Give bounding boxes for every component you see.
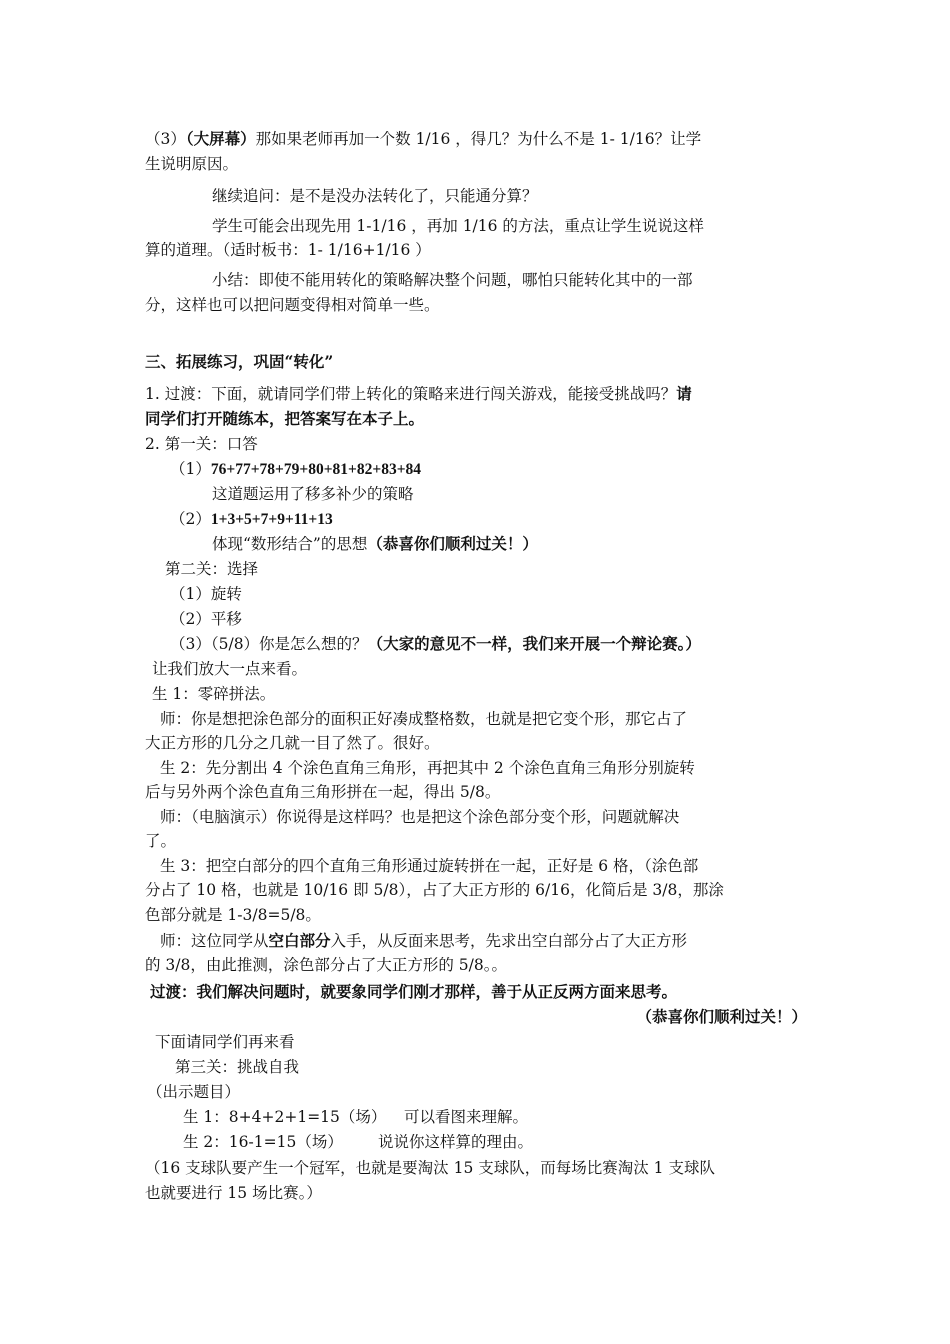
paragraph-line: 分，这样也可以把问题变得相对简单一些。 [145,296,440,314]
paragraph-line: 生 3：把空白部分的四个直角三角形通过旋转拼在一起，正好是 6 格，（涂色部 [160,857,699,875]
question-number: （1） [170,460,211,478]
paragraph-line: 小结：即使不能用转化的策略解决整个问题，哪怕只能转化其中的一部 [212,271,693,289]
question-number: （2） [170,510,211,528]
answer-note: 说说你这样算的理由。 [378,1133,534,1151]
text: 那如果老师再加一个数 1/16 ，得几？为什么不是 1- 1/16？让学 [255,130,702,148]
paragraph-line: 这道题运用了移多补少的策略 [212,485,414,503]
text: 1. 过渡：下面，就请同学们带上转化的策略来进行闯关游戏，能接受挑战吗？ [145,385,677,403]
paragraph-line: 算的道理。（适时板书：1- 1/16+1/16 ） [145,241,431,259]
choice-line [170,632,701,656]
paragraph-line: 色部分就是 1-3/8=5/8。 [145,906,321,924]
answer-note: 可以看图来理解。 [404,1108,529,1126]
paragraph-line: 后与另外两个涂色直角三角形拼在一起，得出 5/8。 [145,783,501,801]
paragraph-line: 也就要进行 15 场比赛。） [145,1184,322,1202]
paragraph-line: 让我们放大一点来看。 [152,660,308,678]
bold-text: （大屏幕） [185,129,256,148]
paragraph-line: 生说明原因。 [145,155,239,173]
transition-line: 过渡：我们解决问题时，就要象同学们刚才那样，善于从正反两方面来思考。 [150,982,678,1001]
paragraph-line: 学生可能会出现先用 1-1/16 ，再加 1/16 的方法，重点让学生说说这样 [212,217,704,235]
paragraph-line: 大正方形的几分之几就一目了然了。很好。 [145,734,440,752]
answer-line: 生 2：16-1=15（场） [183,1133,343,1151]
paragraph-line: 第三关：挑战自我 [175,1058,300,1076]
paragraph-line: 了。 [145,832,177,850]
bold-text: 请 [676,384,692,403]
question-line [170,457,421,482]
choice-line: （1）旋转 [170,585,242,603]
paragraph-line: （16 支球队要产生一个冠军，也就是要淘汰 15 支球队，而每场比赛淘汰 1 支球队 [145,1159,715,1177]
paragraph-line [145,382,692,406]
paragraph-line: 生 2：先分割出 4 个涂色直角三角形，再把其中 2 个涂色直角三角形分别旋转 [160,759,695,777]
text: 体现“数形结合”的思想 [212,535,368,553]
paragraph-line: 师：（电脑演示）你说得是这样吗？也是把这个涂色部分变个形，问题就解决 [160,808,680,826]
text: （3） [145,130,186,148]
paragraph-line: 生 1：零碎拼法。 [152,685,276,703]
paragraph-line: 下面请同学们再来看 [155,1033,295,1051]
question-line [170,507,333,532]
paragraph-line [145,127,701,151]
answer-line: 生 1：8+4+2+1=15（场） [183,1108,387,1126]
paragraph-line: 师：你是想把涂色部分的面积正好凑成整格数，也就是把它变个形，那它占了 [160,710,688,728]
text: 师：这位同学从 [160,932,269,950]
paragraph-line: 2. 第一关：口答 [145,435,258,453]
paragraph-line [160,929,687,953]
section-heading: 三、拓展练习，巩固“转化” [145,352,334,371]
bold-text: （恭喜你们顺利过关！） [367,534,538,553]
text: （3）（5/8）你是怎么想的？ [170,635,368,653]
expression: 1+3+5+7+9+11+13 [210,511,333,528]
paragraph-line [212,532,538,556]
bold-text: 空白部分 [268,931,331,950]
paragraph-line: 继续追问：是不是没办法转化了，只能通分算？ [212,187,538,205]
choice-line: （2）平移 [170,610,242,628]
text: 入手，从反面来思考，先求出空白部分占了大正方形 [330,932,688,950]
paragraph-line: 同学们打开随练本，把答案写在本子上。 [145,409,425,428]
bold-text: （大家的意见不一样，我们来开展一个辩论赛。） [367,634,701,653]
paragraph-line: 分占了 10 格，也就是 10/16 即 5/8），占了大正方形的 6/16，化简后是 3/8，那涂 [145,881,724,899]
paragraph-line: 第二关：选择 [165,560,259,578]
paragraph-line: （出示题目） [147,1083,241,1101]
expression: 76+77+78+79+80+81+82+83+84 [210,461,422,478]
congrats-line: （恭喜你们顺利过关！） [636,1007,807,1026]
paragraph-line: 的 3/8，由此推测，涂色部分占了大正方形的 5/8。。 [145,956,507,974]
